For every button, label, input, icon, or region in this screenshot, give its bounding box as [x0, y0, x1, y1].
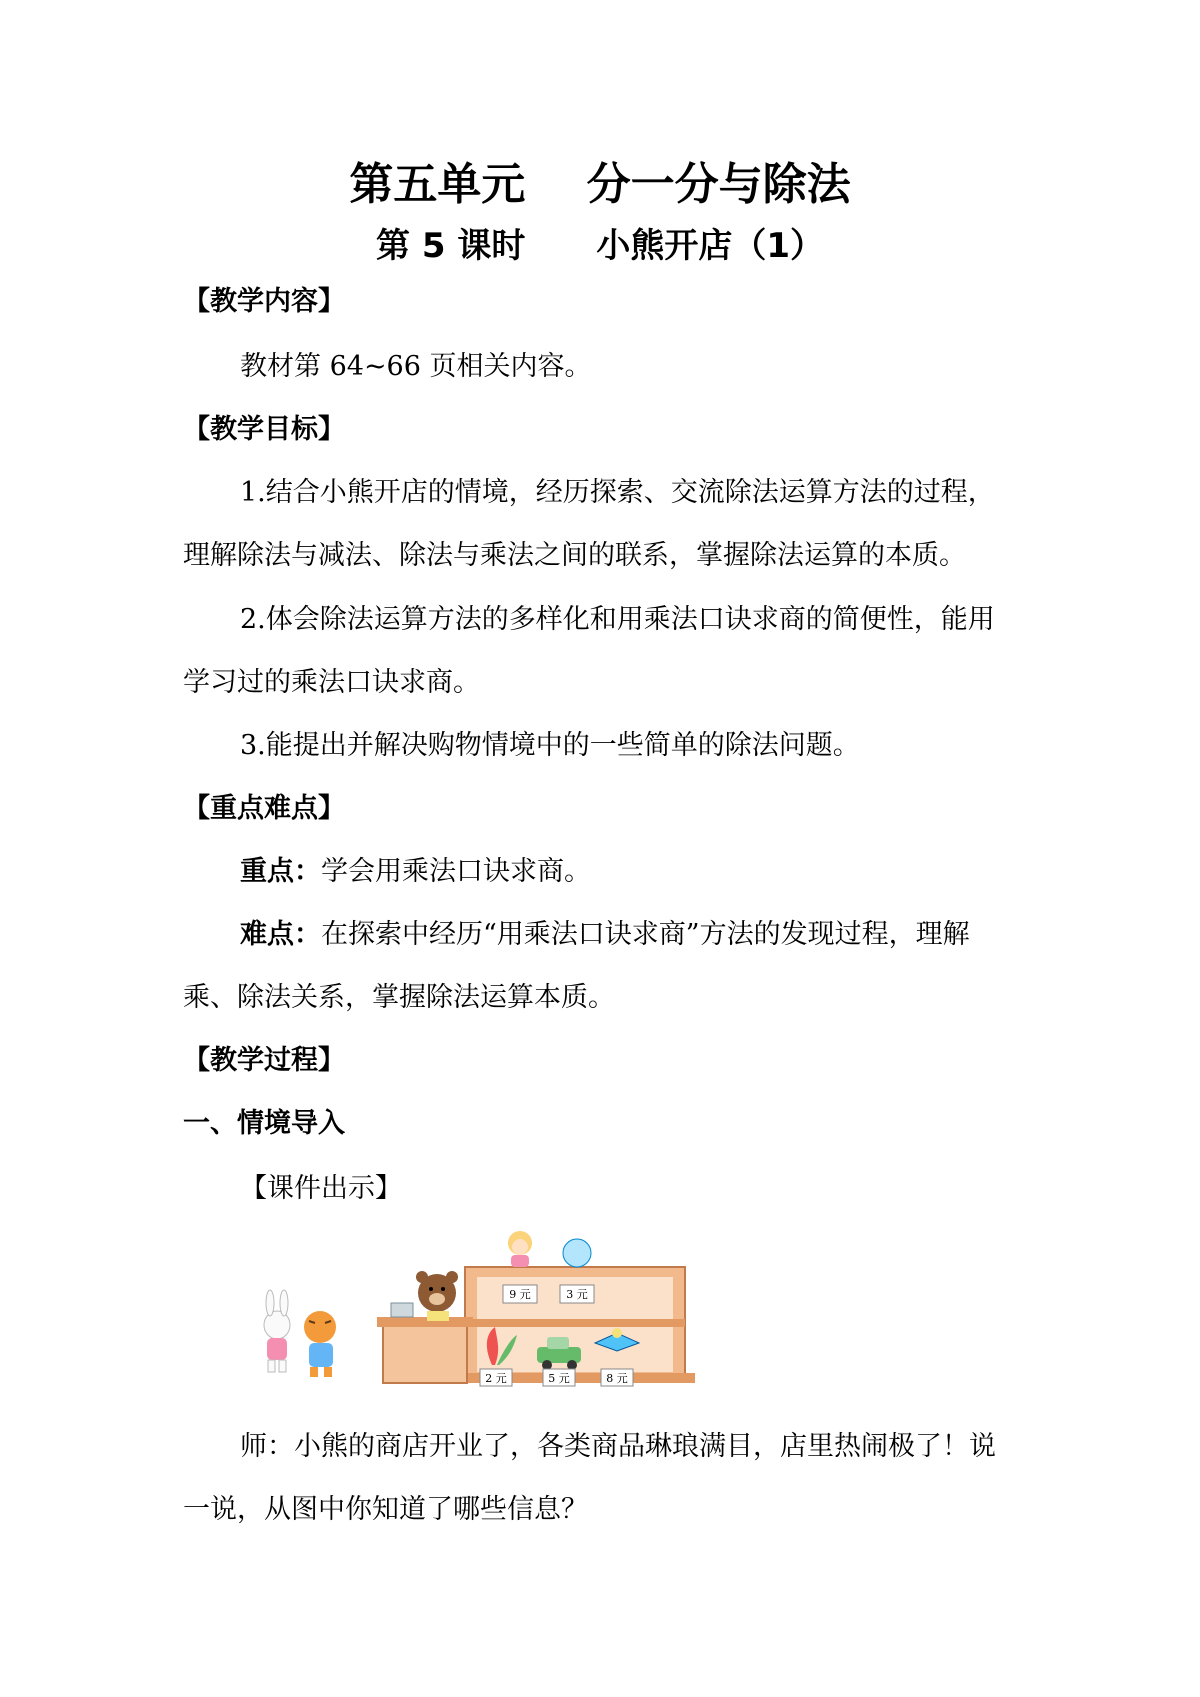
- price-feather: 2 元: [485, 1372, 507, 1385]
- price-ball: 3 元: [566, 1288, 588, 1301]
- teacher-line2: 一说，从图中你知道了哪些信息？: [183, 1494, 588, 1525]
- goal1-line2: 理解除法与减法、除法与乘法之间的联系，掌握除法运算的本质。: [183, 540, 966, 571]
- price-tag-bird: [601, 1369, 633, 1386]
- price-tag-feather: [480, 1369, 512, 1386]
- unit-title: 第五单元 分一分与除法: [349, 159, 851, 210]
- price-bird: 8 元: [606, 1372, 628, 1385]
- price-car: 5 元: [548, 1372, 570, 1385]
- difficult-label: 难点：: [240, 919, 321, 950]
- price-doll: 9 元: [509, 1288, 531, 1301]
- goal2-line2: 学习过的乘法口诀求商。: [183, 667, 480, 698]
- difficult-text-line2: 乘、除法关系，掌握除法运算本质。: [183, 982, 615, 1013]
- content-text: 教材第 64~66 页相关内容。: [240, 351, 592, 382]
- part1-heading: 一、情境导入: [183, 1108, 345, 1139]
- goals-heading: 【教学目标】: [183, 414, 345, 445]
- content-heading: 【教学内容】: [183, 286, 345, 317]
- goal3: 3.能提出并解决购物情境中的一些简单的除法问题。: [240, 730, 860, 761]
- bear-character: [416, 1271, 458, 1321]
- price-tag-ball: [560, 1285, 594, 1303]
- goal2-line1: 2.体会除法运算方法的多样化和用乘法口诀求商的简便性，能用: [240, 604, 995, 635]
- price-tag-doll: [503, 1285, 537, 1303]
- doll-toy: [508, 1231, 532, 1267]
- difficult-text-line1: 在探索中经历“用乘法口诀求商”方法的发现过程，理解: [321, 919, 970, 950]
- tiger-character: [304, 1311, 336, 1377]
- bear-shop-illustration: [255, 1225, 695, 1395]
- key-label: 重点：: [240, 856, 321, 887]
- teacher-line1: 师：小熊的商店开业了，各类商品琳琅满目，店里热闹极了！说: [240, 1431, 996, 1462]
- lesson-title: 第 5 课时 小熊开店（1）: [375, 226, 824, 266]
- courseware-label: 【课件出示】: [240, 1173, 402, 1204]
- ball-toy: [563, 1239, 591, 1267]
- key-point: [240, 852, 591, 892]
- process-heading: 【教学过程】: [183, 1045, 345, 1076]
- goal1-line1: 1.结合小熊开店的情境，经历探索、交流除法运算方法的过程，: [240, 477, 995, 508]
- rabbit-character: [264, 1290, 290, 1372]
- difficult-point: [240, 915, 970, 955]
- key-heading: 【重点难点】: [183, 793, 345, 824]
- price-tag-car: [543, 1369, 575, 1386]
- key-text: 学会用乘法口诀求商。: [321, 856, 591, 887]
